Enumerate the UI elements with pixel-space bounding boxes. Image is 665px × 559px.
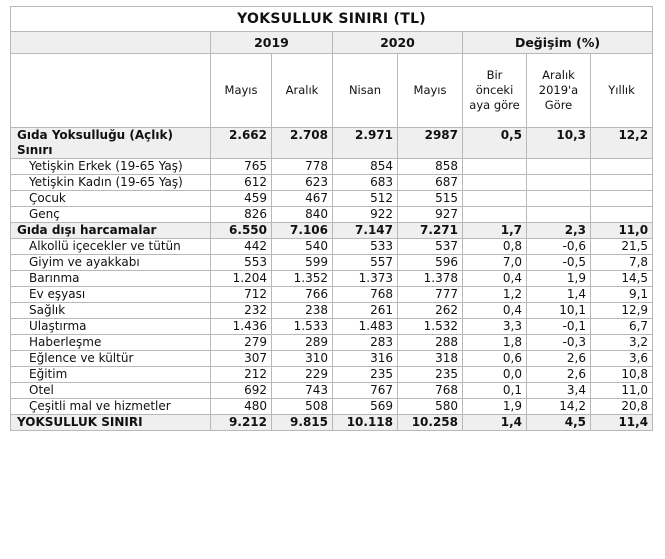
cell-nisan-2020: 10.118	[333, 415, 398, 431]
row-label: Haberleşme	[11, 335, 211, 351]
cell-nisan-2020: 557	[333, 255, 398, 271]
cell-annual-change	[591, 191, 653, 207]
cell-since-december-change	[527, 191, 591, 207]
row-label: Sağlık	[11, 303, 211, 319]
row-label: Eğitim	[11, 367, 211, 383]
cell-monthly-change: 1,4	[463, 415, 527, 431]
cell-aralik-2019: 540	[272, 239, 333, 255]
cell-since-december-change	[527, 207, 591, 223]
cell-annual-change: 12,2	[591, 128, 653, 159]
table-row	[11, 255, 653, 271]
cell-mayis-2020: 288	[398, 335, 463, 351]
cell-mayis-2020: 235	[398, 367, 463, 383]
row-label: Eğlence ve kültür	[11, 351, 211, 367]
cell-monthly-change: 1,7	[463, 223, 527, 239]
table-body	[11, 128, 653, 431]
cell-monthly-change: 0,0	[463, 367, 527, 383]
cell-since-december-change: 1,4	[527, 287, 591, 303]
table-row	[11, 287, 653, 303]
cell-aralik-2019: 1.533	[272, 319, 333, 335]
cell-mayis-2019: 279	[211, 335, 272, 351]
cell-annual-change: 11,4	[591, 415, 653, 431]
cell-monthly-change	[463, 191, 527, 207]
cell-mayis-2019: 442	[211, 239, 272, 255]
cell-aralik-2019: 310	[272, 351, 333, 367]
table-row	[11, 191, 653, 207]
cell-monthly-change	[463, 175, 527, 191]
cell-mayis-2019: 1.436	[211, 319, 272, 335]
cell-aralik-2019: 743	[272, 383, 333, 399]
cell-monthly-change	[463, 207, 527, 223]
cell-nisan-2020: 1.483	[333, 319, 398, 335]
group-2019: 2019	[211, 32, 333, 54]
cell-mayis-2019: 9.212	[211, 415, 272, 431]
cell-mayis-2020: 10.258	[398, 415, 463, 431]
col-aralik-2019: Aralık	[272, 54, 333, 128]
cell-nisan-2020: 512	[333, 191, 398, 207]
table-row	[11, 335, 653, 351]
row-label: Çeşitli mal ve hizmetler	[11, 399, 211, 415]
cell-mayis-2020: 1.378	[398, 271, 463, 287]
row-label: Yetişkin Erkek (19-65 Yaş)	[11, 159, 211, 175]
row-label: Barınma	[11, 271, 211, 287]
table-row	[11, 399, 653, 415]
cell-nisan-2020: 235	[333, 367, 398, 383]
cell-annual-change: 3,2	[591, 335, 653, 351]
cell-nisan-2020: 261	[333, 303, 398, 319]
cell-monthly-change: 1,9	[463, 399, 527, 415]
cell-monthly-change	[463, 159, 527, 175]
cell-mayis-2020: 537	[398, 239, 463, 255]
cell-mayis-2019: 2.662	[211, 128, 272, 159]
table-row	[11, 303, 653, 319]
cell-annual-change: 12,9	[591, 303, 653, 319]
cell-monthly-change: 1,2	[463, 287, 527, 303]
cell-aralik-2019: 778	[272, 159, 333, 175]
table-row	[11, 351, 653, 367]
cell-mayis-2019: 826	[211, 207, 272, 223]
row-label: Genç	[11, 207, 211, 223]
cell-monthly-change: 0,1	[463, 383, 527, 399]
cell-aralik-2019: 9.815	[272, 415, 333, 431]
cell-monthly-change: 7,0	[463, 255, 527, 271]
table-row	[11, 367, 653, 383]
cell-nisan-2020: 569	[333, 399, 398, 415]
table-title: YOKSULLUK SINIRI (TL)	[11, 7, 653, 32]
cell-aralik-2019: 840	[272, 207, 333, 223]
cell-annual-change: 9,1	[591, 287, 653, 303]
cell-since-december-change: 2,3	[527, 223, 591, 239]
cell-since-december-change: 2,6	[527, 351, 591, 367]
cell-mayis-2020: 7.271	[398, 223, 463, 239]
cell-mayis-2019: 480	[211, 399, 272, 415]
col-mayis-2019: Mayıs	[211, 54, 272, 128]
cell-since-december-change	[527, 175, 591, 191]
cell-monthly-change: 1,8	[463, 335, 527, 351]
cell-annual-change: 21,5	[591, 239, 653, 255]
table-row	[11, 207, 653, 223]
cell-mayis-2020: 318	[398, 351, 463, 367]
table-row	[11, 159, 653, 175]
cell-annual-change: 3,6	[591, 351, 653, 367]
cell-mayis-2019: 232	[211, 303, 272, 319]
cell-mayis-2020: 858	[398, 159, 463, 175]
cell-since-december-change: 3,4	[527, 383, 591, 399]
cell-aralik-2019: 1.352	[272, 271, 333, 287]
group-change: Değişim (%)	[463, 32, 653, 54]
cell-aralik-2019: 508	[272, 399, 333, 415]
table-row	[11, 383, 653, 399]
row-label: Ev eşyası	[11, 287, 211, 303]
cell-nisan-2020: 1.373	[333, 271, 398, 287]
cell-aralik-2019: 2.708	[272, 128, 333, 159]
cell-annual-change: 20,8	[591, 399, 653, 415]
cell-nisan-2020: 854	[333, 159, 398, 175]
cell-mayis-2019: 692	[211, 383, 272, 399]
col-monthly-change: Bir önceki aya göre	[463, 54, 527, 128]
cell-annual-change	[591, 175, 653, 191]
table-row	[11, 239, 653, 255]
cell-annual-change: 10,8	[591, 367, 653, 383]
cell-since-december-change: 1,9	[527, 271, 591, 287]
cell-monthly-change: 0,5	[463, 128, 527, 159]
cell-since-december-change: 10,3	[527, 128, 591, 159]
cell-mayis-2020: 777	[398, 287, 463, 303]
cell-nisan-2020: 533	[333, 239, 398, 255]
cell-since-december-change: -0,5	[527, 255, 591, 271]
cell-monthly-change: 0,6	[463, 351, 527, 367]
poverty-line-table	[10, 6, 653, 431]
cell-since-december-change: -0,6	[527, 239, 591, 255]
cell-mayis-2020: 1.532	[398, 319, 463, 335]
table-row	[11, 223, 653, 239]
row-label: Giyim ve ayakkabı	[11, 255, 211, 271]
cell-mayis-2019: 712	[211, 287, 272, 303]
cell-since-december-change: 10,1	[527, 303, 591, 319]
row-label: Alkollü içecekler ve tütün	[11, 239, 211, 255]
cell-mayis-2019: 6.550	[211, 223, 272, 239]
row-label: Yetişkin Kadın (19-65 Yaş)	[11, 175, 211, 191]
table-row	[11, 175, 653, 191]
cell-nisan-2020: 7.147	[333, 223, 398, 239]
row-label: Otel	[11, 383, 211, 399]
cell-mayis-2020: 262	[398, 303, 463, 319]
cell-since-december-change: 14,2	[527, 399, 591, 415]
cell-mayis-2019: 212	[211, 367, 272, 383]
cell-aralik-2019: 7.106	[272, 223, 333, 239]
cell-since-december-change: -0,1	[527, 319, 591, 335]
cell-annual-change	[591, 207, 653, 223]
cell-mayis-2020: 596	[398, 255, 463, 271]
row-label: Gıda Yoksulluğu (Açlık) Sınırı	[11, 128, 211, 159]
table-row	[11, 415, 653, 431]
cell-aralik-2019: 766	[272, 287, 333, 303]
col-since-december-change: Aralık 2019'a Göre	[527, 54, 591, 128]
cell-since-december-change	[527, 159, 591, 175]
cell-mayis-2020: 580	[398, 399, 463, 415]
subheader-blank	[11, 54, 211, 128]
header-blank	[11, 32, 211, 54]
poverty-line-table-container	[10, 6, 653, 431]
cell-monthly-change: 0,4	[463, 303, 527, 319]
row-label: YOKSULLUK SINIRI	[11, 415, 211, 431]
cell-annual-change: 14,5	[591, 271, 653, 287]
cell-mayis-2019: 459	[211, 191, 272, 207]
cell-mayis-2019: 307	[211, 351, 272, 367]
row-label: Gıda dışı harcamalar	[11, 223, 211, 239]
cell-nisan-2020: 767	[333, 383, 398, 399]
table-row	[11, 271, 653, 287]
cell-annual-change: 11,0	[591, 383, 653, 399]
cell-annual-change: 7,8	[591, 255, 653, 271]
cell-mayis-2019: 1.204	[211, 271, 272, 287]
cell-mayis-2020: 927	[398, 207, 463, 223]
cell-nisan-2020: 683	[333, 175, 398, 191]
row-label: Çocuk	[11, 191, 211, 207]
cell-nisan-2020: 768	[333, 287, 398, 303]
cell-mayis-2019: 553	[211, 255, 272, 271]
cell-since-december-change: 4,5	[527, 415, 591, 431]
row-label: Ulaştırma	[11, 319, 211, 335]
table-row	[11, 128, 653, 159]
cell-nisan-2020: 2.971	[333, 128, 398, 159]
cell-aralik-2019: 623	[272, 175, 333, 191]
cell-annual-change: 6,7	[591, 319, 653, 335]
cell-annual-change	[591, 159, 653, 175]
col-mayis-2020: Mayıs	[398, 54, 463, 128]
cell-aralik-2019: 238	[272, 303, 333, 319]
table-row	[11, 319, 653, 335]
cell-aralik-2019: 229	[272, 367, 333, 383]
cell-annual-change: 11,0	[591, 223, 653, 239]
cell-nisan-2020: 316	[333, 351, 398, 367]
col-annual-change: Yıllık	[591, 54, 653, 128]
cell-mayis-2020: 687	[398, 175, 463, 191]
cell-monthly-change: 0,4	[463, 271, 527, 287]
cell-nisan-2020: 922	[333, 207, 398, 223]
col-nisan-2020: Nisan	[333, 54, 398, 128]
cell-monthly-change: 3,3	[463, 319, 527, 335]
cell-since-december-change: -0,3	[527, 335, 591, 351]
cell-mayis-2019: 765	[211, 159, 272, 175]
cell-mayis-2020: 515	[398, 191, 463, 207]
group-2020: 2020	[333, 32, 463, 54]
cell-mayis-2020: 768	[398, 383, 463, 399]
cell-aralik-2019: 599	[272, 255, 333, 271]
cell-aralik-2019: 467	[272, 191, 333, 207]
cell-mayis-2019: 612	[211, 175, 272, 191]
cell-nisan-2020: 283	[333, 335, 398, 351]
cell-monthly-change: 0,8	[463, 239, 527, 255]
cell-since-december-change: 2,6	[527, 367, 591, 383]
cell-mayis-2020: 2987	[398, 128, 463, 159]
cell-aralik-2019: 289	[272, 335, 333, 351]
